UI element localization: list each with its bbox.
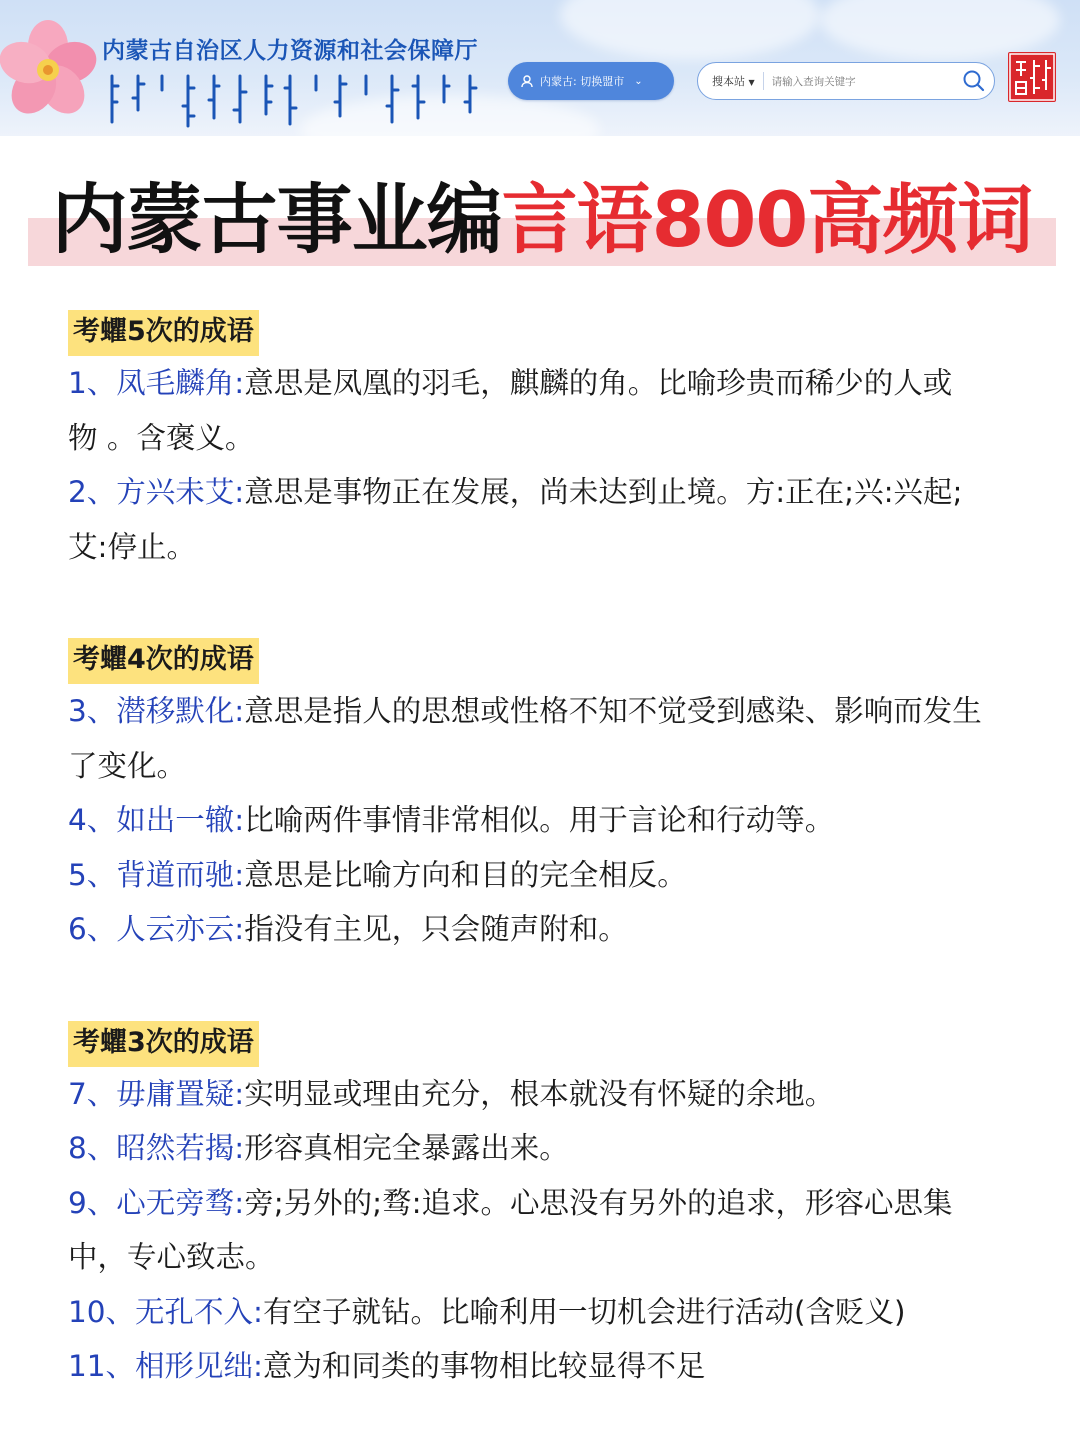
red-seal-logo (1008, 52, 1056, 102)
idiom-definition: 指没有主见，只会随声附和。 (244, 912, 628, 946)
idiom-definition: 实明显或理由充分，根本就没有怀疑的余地。 (244, 1076, 835, 1111)
idiom-definition: 形容真相完全暴露出来。 (244, 1131, 569, 1165)
idiom-entry (68, 848, 1028, 903)
idiom-definition: 意思是指人的思想或性格不知不觉受到感染、影响而发生 (244, 694, 982, 728)
title-part-red: 言语800高频词 (501, 175, 1033, 264)
mongolian-script-title (104, 72, 484, 128)
title-part-dark: 内蒙古事业编 (51, 175, 502, 264)
idiom-list (68, 310, 1028, 1394)
section-3-times (68, 1021, 1028, 1394)
idiom-definition-cont: 了变化。 (68, 748, 187, 783)
idiom-term: 6、人云亦云: (68, 912, 245, 946)
site-search-bar[interactable] (697, 62, 995, 100)
user-icon (520, 74, 534, 88)
section-heading: 考蠷4次的成语 (68, 638, 259, 684)
idiom-definition: 旁;另外的;骛:追求。心思没有另外的追求，形容心思集 (244, 1185, 953, 1220)
idiom-definition: 意思是比喻方向和目的完全相反。 (244, 857, 687, 892)
search-divider (763, 72, 764, 90)
idiom-term: 1、凤毛麟角: (68, 366, 245, 400)
idiom-entry (68, 1121, 1028, 1176)
idiom-definition-cont: 物 。含褒义。 (68, 420, 255, 455)
idiom-term: 10、无孔不入: (68, 1294, 263, 1329)
idiom-entry (68, 465, 1028, 574)
idiom-term: 4、如出一辙: (68, 803, 245, 837)
idiom-definition: 有空子就钻。比喻利用一切机会进行活动(含贬义) (262, 1294, 906, 1329)
section-4-times (68, 638, 1028, 957)
flower-logo-icon (0, 18, 102, 122)
idiom-definition: 比喻两件事情非常相似。用于言论和行动等。 (244, 803, 835, 837)
idiom-definition-cont: 艾:停止。 (68, 529, 196, 564)
idiom-entry (68, 1176, 1028, 1285)
search-input[interactable]: 请输入查询关键字 (771, 75, 856, 88)
site-header-banner (0, 0, 1080, 136)
search-icon[interactable] (962, 69, 986, 93)
chevron-down-icon: ⌄ (634, 75, 643, 87)
idiom-term: 7、毋庸置疑: (68, 1076, 245, 1111)
idiom-term: 11、相形见绌: (68, 1349, 263, 1383)
idiom-definition: 意思是凤凰的羽毛，麒麟的角。比喻珍贵而稀少的人或 (244, 366, 953, 400)
idiom-definition: 意思是事物正在发展，尚未达到止境。方:正在;兴:兴起; (244, 475, 963, 509)
switch-region-button[interactable] (508, 62, 674, 100)
idiom-entry (68, 684, 1028, 793)
idiom-definition-cont: 中，专心致志。 (68, 1240, 275, 1274)
main-title (28, 170, 1056, 270)
idiom-term: 2、方兴未艾: (68, 475, 245, 509)
idiom-term: 9、心无旁骛: (68, 1185, 245, 1220)
idiom-entry (68, 793, 1028, 848)
idiom-definition: 意为和同类的事物相比较显得不足 (262, 1349, 706, 1383)
section-heading: 考蠷5次的成语 (68, 310, 259, 356)
idiom-term: 5、背道而驰: (68, 857, 245, 892)
idiom-entry (68, 902, 1028, 957)
section-5-times (68, 310, 1028, 574)
idiom-entry (68, 1339, 1028, 1394)
search-scope-select[interactable]: 搜本站 ▼ (712, 75, 755, 88)
section-heading: 考蠷3次的成语 (68, 1021, 259, 1067)
caret-down-icon: ▼ (748, 78, 755, 87)
idiom-term: 3、潜移默化: (68, 694, 245, 728)
idiom-entry (68, 1285, 1028, 1340)
switch-region-label: 内蒙古: 切换盟市 (540, 75, 625, 88)
site-name[interactable]: 内蒙古自治区人力资源和社会保障厅 (102, 38, 478, 64)
idiom-term: 8、昭然若揭: (68, 1131, 245, 1165)
idiom-entry (68, 356, 1028, 465)
idiom-entry (68, 1067, 1028, 1122)
